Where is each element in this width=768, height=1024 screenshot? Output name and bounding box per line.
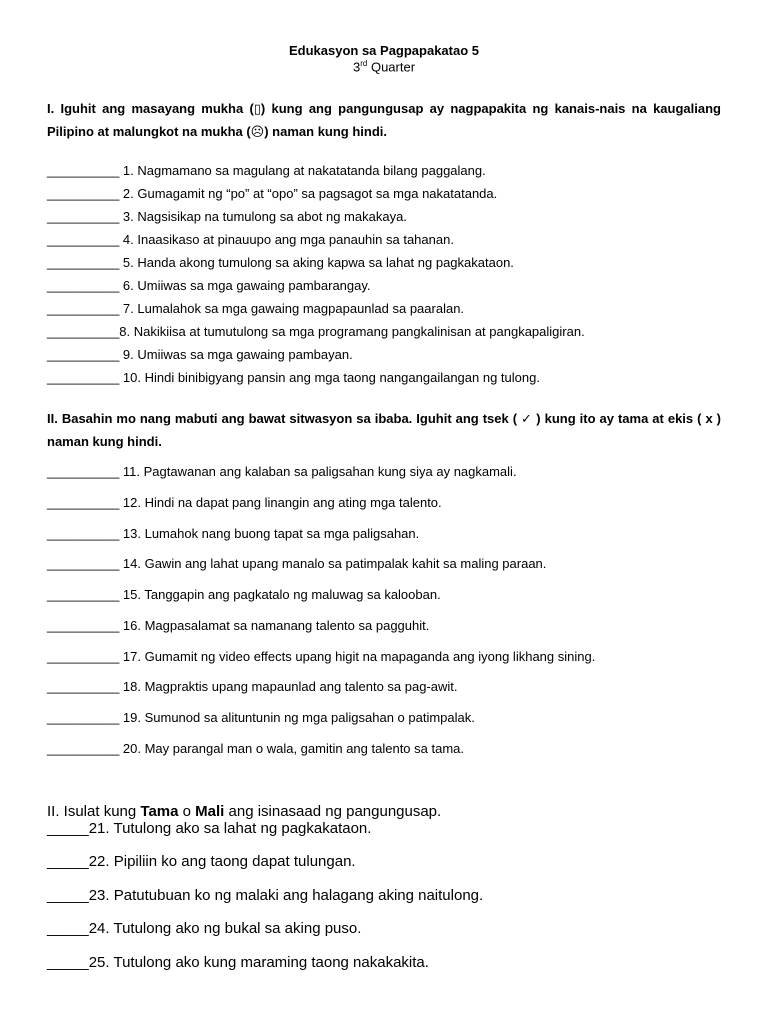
page-title: Edukasyon sa Pagpapakatao 5 [288, 43, 480, 58]
section1-item-1: __________ 1. Nagmamano sa magulang at nakatatanda bilang paggalang. [47, 163, 486, 178]
section1-item-2: __________ 2. Gumagamit ng “po” at “opo” sa pagsagot sa mga nakatatanda. [47, 186, 498, 201]
quarter-number: 3 [352, 59, 361, 75]
section3-instruction [47, 803, 441, 820]
section2-item-15: __________ 15. Tanggapin ang pagkatalo ng maluwag sa kalooban. [47, 587, 441, 602]
section1-item-8: __________8. Nakikiisa at tumutulong sa mga programang pangkalinisan at pangkapaligiran. [47, 324, 585, 339]
section2-instruction: II. Basahin mo nang mabuti ang bawat sitwasyon sa ibaba. Iguhit ang tsek ( ✓ ) kung ito ay tama at ekis ( x ) naman kung hindi. [47, 411, 721, 449]
section3-item-22: _____22. Pipiliin ko ang taong dapat tulungan. [47, 853, 356, 870]
section3-word-mali: Mali [195, 803, 225, 820]
section3-word-tama: Tama [140, 803, 179, 820]
section2-item-19: __________ 19. Sumunod sa alituntunin ng mga paligsahan o patimpalak. [47, 710, 475, 725]
section1-item-10: __________ 10. Hindi binibigyang pansin ang mga taong nangangailangan ng tulong. [47, 370, 540, 385]
section1-item-5: __________ 5. Handa akong tumulong sa aking kapwa sa lahat ng pagkakataon. [47, 255, 514, 270]
section2-item-14: __________ 14. Gawin ang lahat upang manalo sa patimpalak kahit sa maling paraan. [47, 556, 547, 571]
quarter-word: Quarter [370, 59, 416, 75]
section2-item-13: __________ 13. Lumahok nang buong tapat sa mga paligsahan. [47, 526, 420, 541]
section1-item-7: __________ 7. Lumalahok sa mga gawaing magpapaunlad sa paaralan. [47, 301, 465, 316]
section3-mid: o [178, 803, 196, 820]
section3-item-25: _____25. Tutulong ako kung maraming taong nakakakita. [47, 954, 429, 971]
section1-item-4: __________ 4. Inaasikaso at pinauupo ang mga panauhin sa tahanan. [47, 232, 454, 247]
section2-item-11: __________ 11. Pagtawanan ang kalaban sa paligsahan kung siya ay nagkamali. [47, 464, 517, 479]
section3-prefix: II. Isulat kung [47, 803, 141, 820]
section1-item-3: __________ 3. Nagsisikap na tumulong sa abot ng makakaya. [47, 209, 407, 224]
section1-instruction: I. Iguhit ang masayang mukha (▯) kung ang pangungusap ay nagpapakita ng kanais-nais na kaugaliang Pilipino at malungkot na mukha (☹) naman kung hindi. [47, 101, 721, 139]
section3-suffix: ang isinasaad ng pangungusap. [224, 803, 442, 820]
section2-item-18: __________ 18. Magpraktis upang mapaunlad ang talento sa pag-awit. [47, 679, 458, 694]
section2-item-16: __________ 16. Magpasalamat sa namanang talento sa pagguhit. [47, 618, 430, 633]
section1-item-6: __________ 6. Umiiwas sa mga gawaing pambarangay. [47, 278, 371, 293]
section2-item-12: __________ 12. Hindi na dapat pang linangin ang ating mga talento. [47, 495, 442, 510]
section3-item-23: _____23. Patutubuan ko ng malaki ang halagang aking naitulong. [47, 887, 484, 904]
section2-item-20: __________ 20. May parangal man o wala, gamitin ang talento sa tama. [47, 741, 464, 756]
quarter-label [0, 59, 768, 74]
section1-item-9: __________ 9. Umiiwas sa mga gawaing pambayan. [47, 347, 353, 362]
section3-item-24: _____24. Tutulong ako ng bukal sa aking puso. [47, 920, 362, 937]
quarter-ordinal: rd [360, 59, 368, 68]
section3-item-21: _____21. Tutulong ako sa lahat ng pagkakataon. [47, 820, 372, 837]
section2-item-17: __________ 17. Gumamit ng video effects upang higit na mapaganda ang iyong likhang sining. [47, 649, 596, 664]
